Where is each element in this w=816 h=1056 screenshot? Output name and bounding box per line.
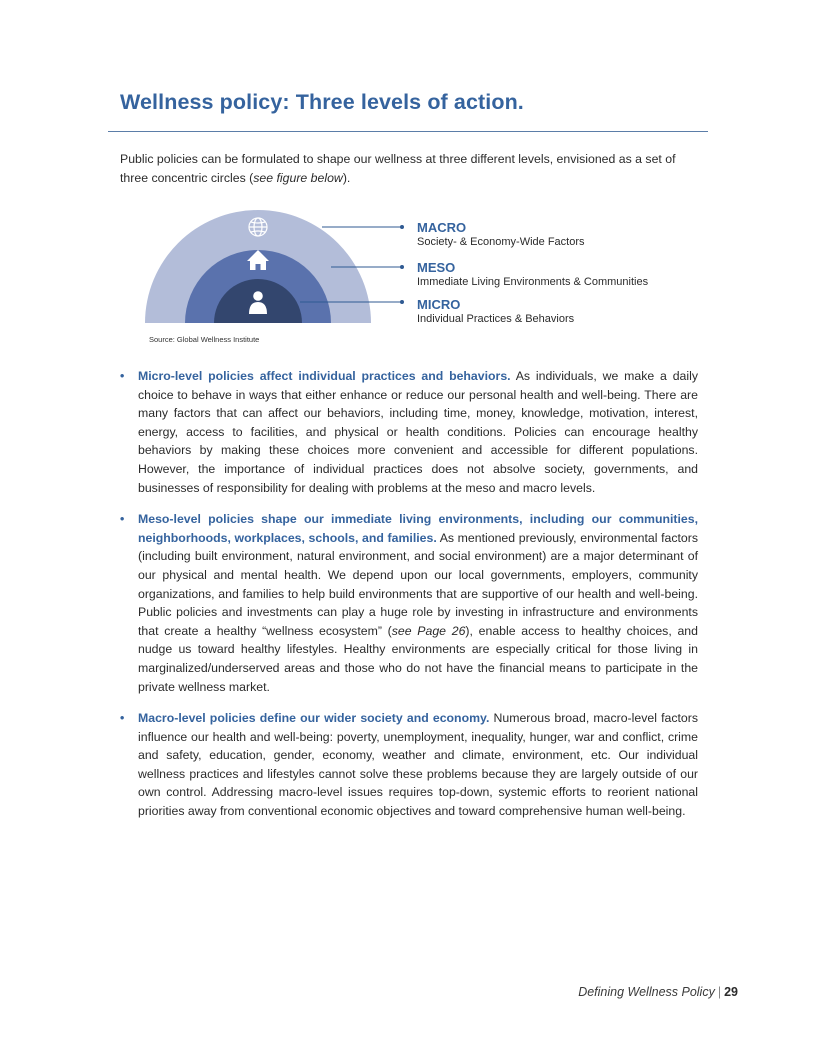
meso-level-name: MESO (417, 260, 456, 275)
list-item-micro (120, 367, 698, 497)
meso-page-reference: see Page 26 (391, 623, 466, 638)
bullet-icon: • (120, 512, 125, 527)
page-footer (578, 985, 738, 999)
meso-lead: Meso-level policies shape our immediate living environments, including our communities, neighborhoods, workplaces, schools, and families. (138, 512, 698, 545)
micro-text: As individuals, we make a daily choice to behave in ways that either enhance or reduce our personal health and well-being. There are many factors that can affect our behaviors, including time, money, knowledge, motivation, interest, energy, access to facilities, and physical or health conditions. Policies can encourage healthy behaviors by making these choices more convenient and accessible for different populations. However, the importance of individual practices does not absolve society, governments, and businesses of responsibility for dealing with problems at the meso and macro levels. (138, 369, 698, 495)
micro-lead: Micro-level policies affect individual practices and behaviors. (138, 369, 511, 383)
bullet-icon: • (120, 711, 125, 726)
meso-level-description: Immediate Living Environments & Communities (417, 276, 649, 288)
list-item-meso (120, 510, 698, 696)
footer-section-title: Defining Wellness Policy (578, 985, 715, 999)
page-title: Wellness policy: Three levels of action. (120, 90, 524, 114)
intro-paragraph (120, 150, 698, 188)
footer-separator: | (717, 985, 722, 999)
macro-connector-dot (400, 225, 404, 229)
concentric-levels-figure (140, 210, 420, 330)
meso-text-end: ), enable access to healthy choices, and nudge us toward healthy lifestyles. Healthy environments are especially critical for those living in marginalized/underserved areas and those who do not have the financial means to participate in the private wellness market. (138, 623, 698, 694)
micro-level-description: Individual Practices & Behaviors (417, 313, 575, 325)
intro-text: Public policies can be formulated to shape our wellness at three different levels, envisioned as a set of three concentric circles ( (120, 152, 676, 185)
meso-label (417, 261, 648, 289)
list-item-macro (120, 709, 698, 821)
bullet-icon: • (120, 369, 125, 383)
micro-label (417, 298, 574, 326)
macro-level-name: MACRO (417, 220, 467, 235)
figure-source: Source: Global Wellness Institute (149, 335, 260, 344)
macro-lead: Macro-level policies define our wider society and economy. (138, 711, 490, 726)
meso-text: As mentioned previously, environmental factors (including built environment, natural environment, and social environment) are a major determinant of our physical and mental health. We depend upon our local governments, employers, community organizations, and families to help build environments that are supportive of our health and well-being. Public policies and investments can play a huge role by investing in infrastructure and environments that create a healthy “wellness ecosystem” ( (138, 530, 698, 638)
macro-level-description: Society- & Economy-Wide Factors (417, 236, 585, 248)
macro-label (417, 221, 585, 249)
page-number: 29 (724, 985, 738, 999)
micro-level-name: MICRO (417, 297, 461, 312)
macro-text: Numerous broad, macro-level factors influence our health and well-being: poverty, unemployment, inequality, hunger, war and conflict, crime and safety, education, gender, economy, weather and climate, environment, etc. Our individual wellness practices and lifestyles cannot solve these problems because they are largely outside of our own control. Addressing macro-level issues requires top-down, systemic efforts to reorient national priorities away from conventional economic objectives and toward comprehensive human well-being. (138, 711, 698, 819)
intro-text-end: ). (342, 171, 351, 185)
meso-connector-dot (400, 265, 404, 269)
micro-connector-dot (400, 300, 404, 304)
title-divider (108, 131, 708, 132)
policy-level-list (120, 367, 698, 834)
intro-figure-reference: see figure below (253, 171, 343, 185)
